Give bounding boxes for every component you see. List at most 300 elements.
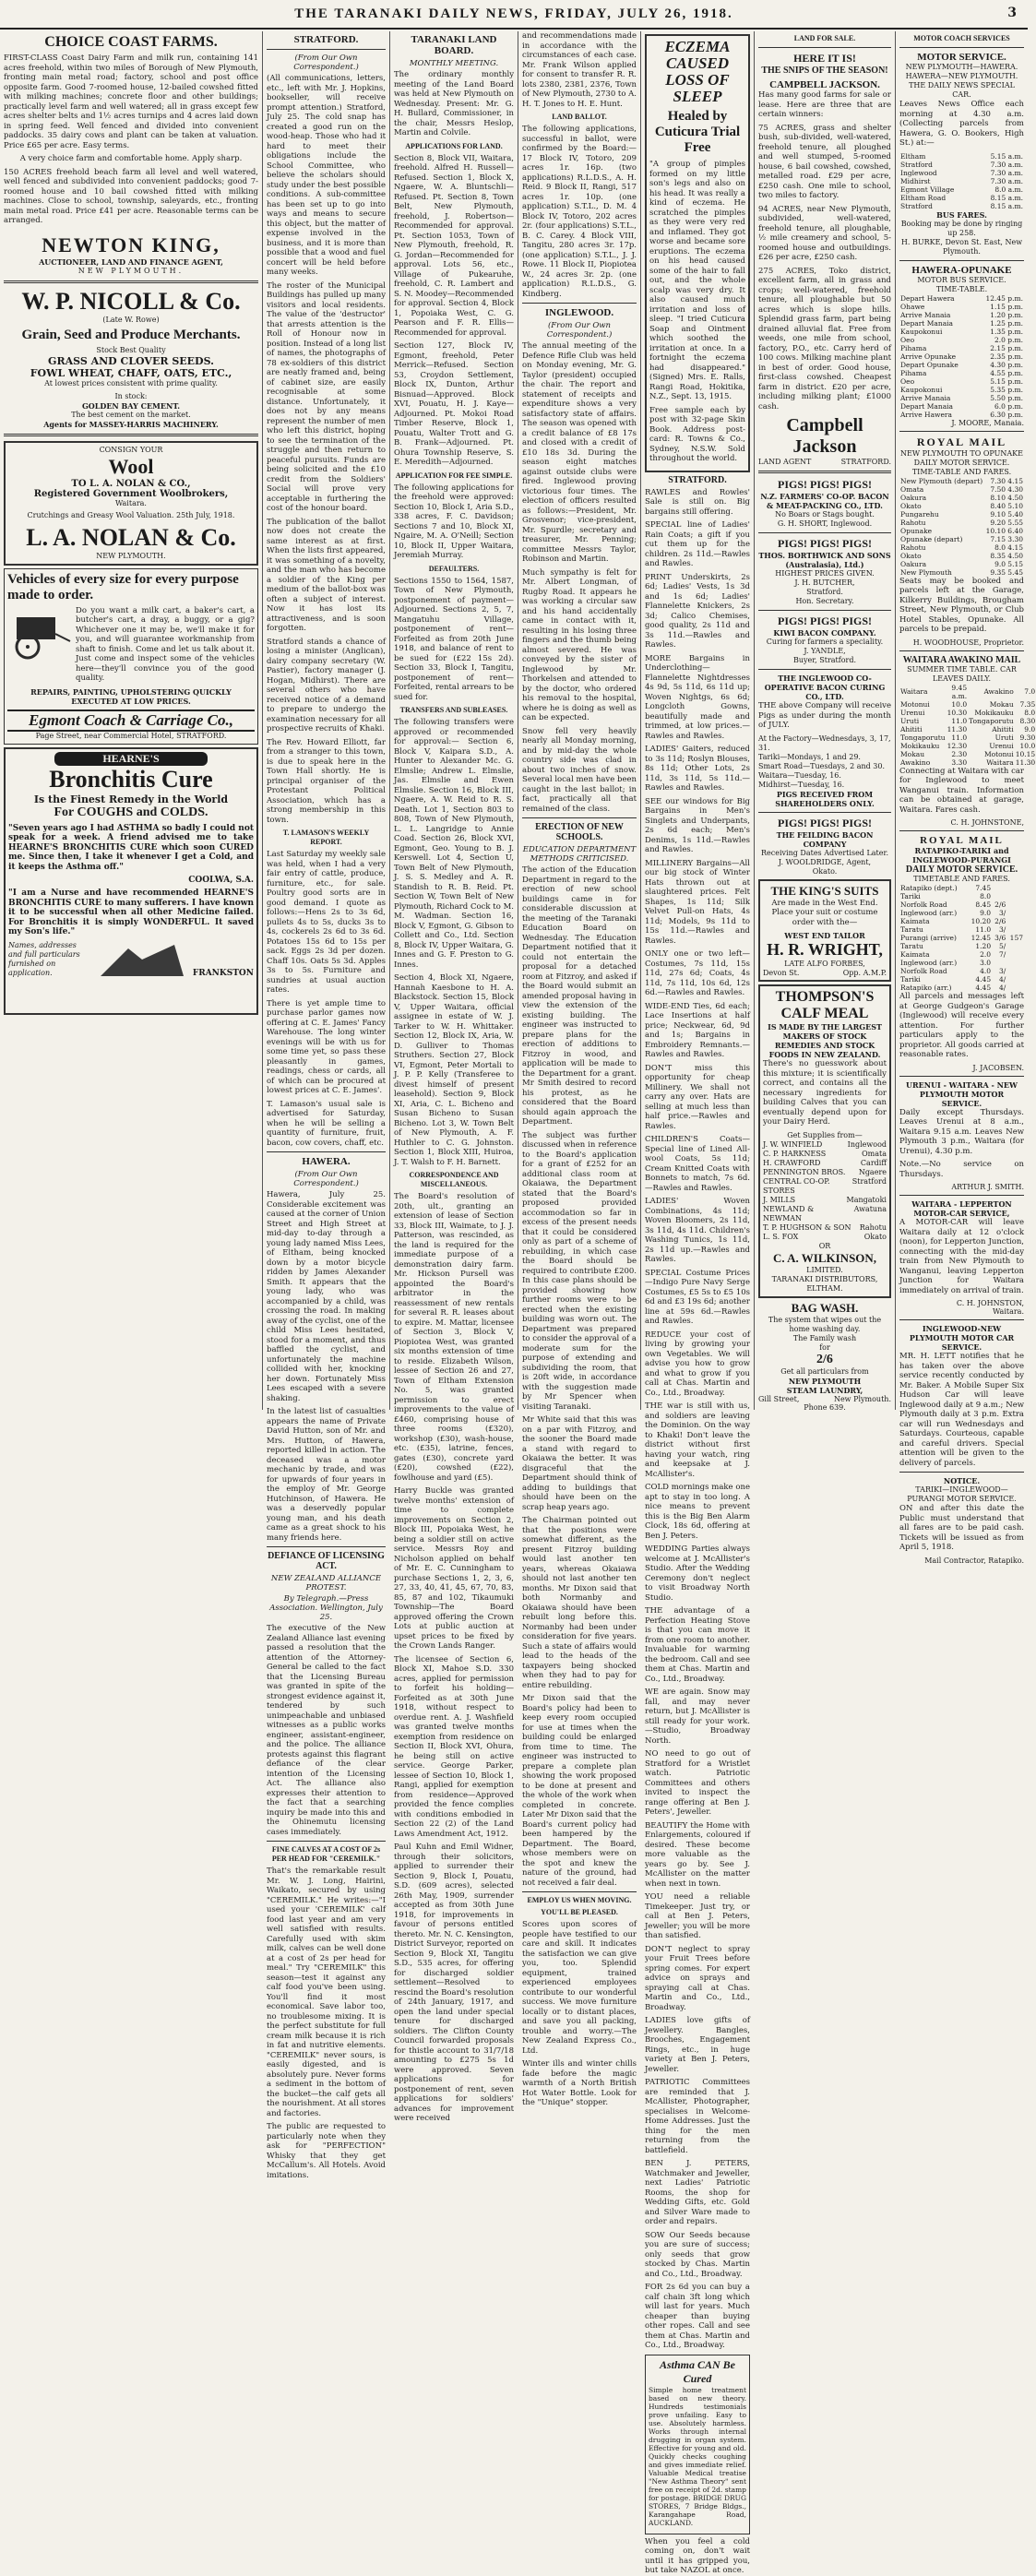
lamason-heading: T. LAMASON'S WEEKLY REPORT.: [282, 829, 370, 846]
timetable-cell: Stratford: [900, 201, 933, 210]
timetable-cell: 12.45 p.m.: [985, 293, 1023, 303]
opunake-row: [899, 386, 1024, 394]
ms-row: [899, 152, 1024, 161]
land-board-p1: The ordinary monthly meeting of the Land Board was held at New Plymouth on Wednesday. Present: Mr. G. H. Bullard, Commissioner, in the chair, Messrs Heslop, Martin and Colvile.: [394, 70, 514, 137]
yandle-buyer: Buyer, Stratford.: [792, 656, 857, 664]
ms-row: [899, 194, 1024, 202]
supplier-list: [763, 1140, 887, 1242]
timetable-cell: Eltham Road: [900, 193, 947, 202]
timetable-cell: 3/: [998, 967, 1006, 975]
ms-heading: MOTOR SERVICE.: [917, 52, 1006, 63]
nicoll-item-4: At lowest prices consistent with prime quality.: [44, 378, 218, 388]
timetable-cell: 1.25 p.m.: [990, 318, 1023, 328]
timetable-cell: Rahotu: [900, 543, 926, 552]
land-agent-town: STRATFORD.: [840, 458, 891, 466]
supplier-name: H. CRAWFORD: [763, 1158, 821, 1167]
wooldridge-town: Okato.: [812, 866, 838, 876]
opunake-tt: TIME-TABLE.: [935, 284, 988, 293]
nolan-consign: CONSIGN YOUR: [99, 445, 163, 454]
timetable-cell: Inglewood (arr.): [900, 959, 958, 967]
timetable-cell: Tariki: [900, 975, 921, 984]
inglewood-p2: Much sympathy is felt for Mr. Albert Longman, of Rugby Road. It appears he was working a circular saw and his hand accidentally came in contact with it, resulting in his losing three fingers and the thumb being almost severed. He was conveyed by the sister of Inglewood by Mr. Thorkelsen and attended to by the doctor, who ordered his removal to the hospital, where he is doing as well as can be expected.: [522, 567, 637, 722]
supplier-name: L. S. FOX: [763, 1232, 799, 1241]
timetable-cell: Motonui: [983, 749, 1014, 758]
opunake-row: [899, 361, 1024, 369]
ms-route: NEW PLYMOUTH—HAWERA. HAWERA—NEW PLYMOUTH.: [905, 63, 1018, 80]
timetable-cell: 3/6: [994, 934, 1006, 942]
land-board-p10: The licensee of Section 6, Block XI, Mahoe S.D. 330 acres, applied for permission to forfeit his holding—Forfeited as at 30th June 1918, without respect to overdue rent. A. J. Washfield was granted twelve months exemption from residence on Section II, Block XVI, Ohura, he being still on active service. George Parker, lessee of Section 10, Block 1, Rangi, applied for exemption from residence—Approved provided the fence complies with conditions embodied in Section 22 (2) of the Land Laws Amendment Act, 1912.: [394, 1654, 514, 1839]
supplier-entry: [763, 1140, 887, 1150]
supplier-town: Omata: [862, 1149, 887, 1158]
stratford-ad-item: THE advantage of a Perfection Heating Stove is that you can move it from one room to another. Invaluable for warming the bedroom. Call and see them at Chas. Martin and Co., Ltd., Broadway.: [645, 1606, 750, 1684]
telegraph-sub: By Telegraph.—Press Association. Wellington, July 25.: [269, 1594, 383, 1622]
supplier-town: Cardiff: [860, 1158, 887, 1167]
west-end-tailor: WEST END TAILOR: [784, 931, 865, 940]
timetable-cell: [1006, 959, 1024, 967]
snips-heading: THE SNIPS OF THE SEASON!: [761, 66, 888, 76]
inglewood-coop: THE INGLEWOOD CO-OPERATIVE BACON CURING CO., LTD.: [764, 674, 886, 701]
royal-row: [899, 568, 1024, 577]
inglewood-np-text: MR. H. LETT notifies that he has taken over the above service recently conducted by Mr. Baker. A Mobile Super Six Hudson Car will leave Inglewood daily at 9 a.m.; New Plymouth daily at 3 p.m. Extra car will run Wednesdays and Saturdays. Courteous, capable and careful drivers. Special attention will be given to the delivery of parcels.: [899, 1352, 1024, 1468]
timetable-cell: [1006, 984, 1024, 992]
stratford-ad-item: PRINT Underskirts, 2s 6d; Ladies' Vests, 1s 3d and 1s 6d; Ladies' Flannelette Knickers, 2s 3d; Calico Chemises, good quality, 2s 11d and 3s 11d.—Rawles and Rawles.: [645, 572, 750, 650]
pigs-banner-4: PIGS! PIGS! PIGS!: [777, 816, 872, 829]
royal-row: [899, 527, 1024, 535]
royal-note: Seats may be booked and parcels left at the Garage, Kilkerry Buildings, Brougham Street, New Plymouth, or Club Hotel Stables, Opunake. All parcels to be prepaid.: [899, 576, 1024, 634]
timetable-cell: 5.15 a.m.: [990, 151, 1023, 161]
daily-row: [899, 984, 1024, 992]
hon-secretary: Hon. Secretary.: [795, 597, 854, 605]
timetable-cell: Ratapiko (arr.): [900, 984, 952, 992]
timetable-cell: Uruti: [994, 733, 1014, 742]
timetable-cell: 7.35: [1019, 699, 1036, 709]
coop-text: THE above Company will receive Pigs as under during the month of JULY.: [758, 701, 891, 730]
daily-row: [899, 942, 1024, 950]
timetable-cell: Egmont Village: [900, 185, 955, 194]
nicoll-item-3: FOWL WHEAT, CHAFF, OATS, ETC.,: [30, 366, 232, 379]
ms-special: THE DAILY NEWS SPECIAL CAR.: [909, 81, 1015, 99]
waitara-row: [899, 709, 1036, 717]
timetable-cell: 5.50 p.m.: [990, 393, 1023, 402]
whisky-notice: The public are requested to particularly note when they ask for "PERFECTION" Whisky that they get McCallum's. All Hotels. Avoid imitations.: [267, 2122, 386, 2180]
timetable-cell: 5.40: [1007, 509, 1023, 519]
royal-row: [899, 510, 1024, 519]
timetable-cell: 4.55 p.m.: [990, 368, 1023, 377]
correspondence-heading: CORRESPONDENCE AND MISCELLANEOUS.: [409, 1171, 499, 1188]
waitara-timetable: [899, 684, 1036, 767]
supplier-town: Awatuna: [853, 1204, 887, 1213]
opunake-row: [899, 402, 1024, 411]
timetable-cell: 1.20: [975, 942, 992, 950]
timetable-cell: [1006, 909, 1024, 917]
land-board-cont: and recommendations made in accordance with the circumstances of each case. Mr. Frank Wilson applied for consent to transfer R. R. lots 2380, 2381, 2376, Town of New Plymouth, 2730 to A. H. T. Jones to H. E. Hunt.: [522, 31, 637, 109]
hearne-banner: HEARNE'S: [54, 752, 208, 766]
timetable-cell: 9.35: [990, 567, 1006, 577]
timetable-cell: 7.30 a.m.: [990, 160, 1023, 169]
bus-by: H. BURKE, Devon St. East, New Plymouth.: [900, 237, 1023, 256]
hawera-p1: Hawera, July 25. Considerable excitement was caused at the corner of Union Street and High Street at mid-day to-day through a young lady named Miss Lees, of Eltham, being knocked down by a motor bicycle ridden by James Alexander Smith. It appears that the young lady, who was accompanied by a child, was crossing the road. In making away of the cyclist, one of the child Miss Lees hesitated, stood for a moment, and thus baffled the cyclist, and unfortunately the machine collided with her, knocking her down. Fortunately Miss Lees escaped with a severe shaking.: [267, 1190, 386, 1403]
stratford-ad-item: SPECIAL Costume Prices—Indigo Pure Navy Serge Costumes, £5 5s to £5 10s 6d and £3 19s 6d; another line at 59s 6d.—Rawles and Rawles.: [645, 1268, 750, 1326]
daily-row: [899, 950, 1024, 959]
alliance-sub: NEW ZEALAND ALLIANCE PROTEST.: [270, 1574, 382, 1592]
schools-sub: EDUCATION DEPARTMENT METHODS CRITICISED.: [522, 845, 637, 864]
timetable-cell: Mokikauku: [900, 741, 940, 750]
supplier-entry: [763, 1223, 887, 1233]
timetable-cell: 4.0: [980, 967, 992, 975]
borthwick: THOS. BORTHWICK AND SONS (Australasia), Ltd.): [758, 551, 891, 569]
kiwi-curing: Curing for farmers a speciality.: [766, 638, 884, 646]
stratford-ad-item: MILLINERY Bargains—All our big stock of Winter Hats thrown out at slaughtered prices. Felt Shapes, 1s 11d; Silk Velvet Pull-on Hats, 4s 11d; Models, 9s 11d to 15s 11d.—Rawles and Rawles.: [645, 858, 750, 946]
timetable-cell: [1006, 950, 1024, 959]
coop-schedule-1: At the Factory—Wednesdays, 3, 17, 31.: [758, 733, 891, 752]
timetable-cell: 10.30: [947, 708, 968, 717]
ceremilk-p: That's the remarkable result Mr. W. J. Long, Hairini, Waikato, secured by using "CEREMILK." He writes:—"I used your 'CEREMILK' calf food last year and am very well satisfied with results. Carefully used with skim milk, calves can be well done at a cost of 2s per head for meal." Try "CEREMILK" this season—test it against any calf food you've been using. You'll find it most economical. Save labor too, no troublesome mixing. It is the perfect substitute for full cream milk because it is rich in fat and nutritive elements. "CEREMILK" never sours, is easily digested, and is absolutely pure. Never forms a sediment in the bottom of the bucket—the calf gets all the nourishment. At all stores and factories.: [267, 1866, 386, 2118]
timetable-cell: [992, 892, 1006, 900]
lepperton-by: C. H. JOHNSTON,: [956, 1299, 1024, 1307]
hearne-for: For COUGHS and COLDS.: [54, 805, 208, 819]
stratford-ad-item: DON'T neglect to spray your Fruit Trees before spring comes. For expert advice on sprays and spraying call at Chas. Martin and Co., Ltd., Broadway.: [645, 1944, 750, 2012]
hawera-heading: HAWERA.: [302, 1156, 351, 1167]
timetable-cell: Arrive Opunake: [900, 352, 957, 361]
hearne-cure-ad: [4, 747, 258, 1015]
fee-simple-heading: APPLICATION FOR FEE SIMPLE.: [395, 471, 513, 480]
nicoll-line: Grain, Seed and Produce Merchants.: [21, 327, 241, 342]
stratford-ad-item: WIDE-END Ties, 6d each; Lace Insertions at half price; Neckwear, 6d, 9d and 1s; Bargains in Embroidery Remnants.—Rawles and Rawles.: [645, 1001, 750, 1059]
stratford-ad-item: RAWLES and Rowles' Sale is still on. Big bargains still offering.: [645, 487, 750, 517]
timetable-cell: Norfolk Road: [900, 900, 947, 909]
timetable-cell: 6.0 p.m.: [994, 401, 1023, 411]
timetable-cell: 10.15: [1015, 749, 1036, 758]
cuticura-healed: Healed by Cuticura Trial Free: [654, 109, 741, 155]
stratford-ad-item: ONLY one or two left—Costumes, 7s 11d, 15s 11d, 27s 6d; Coats, 4s 11d, 7s 11d, 10s 6d, 12s 6d.—Rawles and Rawles.: [645, 949, 750, 997]
boars-note: No Boars or Stags bought.: [775, 510, 875, 519]
timetable-cell: 2.35 p.m.: [990, 352, 1023, 361]
stratford-ad-item: THE war is still with us, and soldiers are leaving the Dominion. On the way to Khaki! Don't leave the district without first having your watch, ring and keepsake at J. McAllister's.: [645, 1401, 750, 1479]
stratford-heading: STRATFORD.: [293, 34, 359, 45]
opunake-row: [899, 377, 1024, 386]
daily-row: [899, 934, 1024, 942]
timetable-cell: Mokikauku: [974, 708, 1014, 717]
timetable-cell: Awakino: [900, 757, 931, 767]
waitara-row: [899, 684, 1036, 700]
stratford-ad-item: MORE Bargains in Underclothing—Flannelette Nightdresses 4s 9d, 5s 11d, 6s 11d up; Woven Nightgs, 6s 6d; Longcloth Gowns, beautifully made and trimmed, at low prices.—Rawles and Rawles.: [645, 653, 750, 741]
short-inglewood: G. H. SHORT, Inglewood.: [777, 519, 873, 528]
opunake-row: [899, 294, 1024, 303]
timetable-cell: Urenui: [989, 741, 1014, 750]
wright-opp: Opp. A.M.P.: [842, 969, 887, 977]
timetable-cell: 4.50: [1007, 551, 1023, 560]
timetable-cell: Ratapiko (dept.): [900, 884, 958, 892]
coast-farms-text-2: 150 ACRES freehold beach farm all level and well watered, well fenced and subdivided into convenient paddocks; good 7-roomed house and 10 bail cowshed fitted with milking machines. Close to school, township, saleyards, etc., fronting main metal road. Price £41 per acre. Reasonable terms can be arranged.: [4, 167, 258, 225]
royal-by: H. WOODHOUSE, Proprietor.: [912, 638, 1024, 647]
feilding-text: Receiving Dates Advertised Later.: [761, 848, 888, 857]
daily-row: [899, 917, 1024, 925]
waitara-heading: WAITARA AWAKINO MAIL: [902, 654, 1021, 665]
royal-row: [899, 543, 1024, 552]
nz-farmers: N.Z. FARMERS' CO-OP. BACON & MEAT-PACKING CO., LTD.: [760, 492, 889, 510]
opunake-row: [899, 303, 1024, 311]
timetable-cell: 11.0: [951, 733, 968, 742]
laundry-name: STEAM LAUNDRY,: [786, 1385, 863, 1395]
royal-row: [899, 494, 1024, 502]
inglewood-heading: INGLEWOOD.: [544, 307, 614, 318]
calf-supplies: Get Supplies from—: [787, 1130, 863, 1139]
stratford-ad-item: FOR 2s 6d you can buy a calf chain 3ft long which will last for years. Much cheaper than buying other ropes. Call and see them at Chas. Martin and Co., Ltd., Broadway.: [645, 2283, 750, 2350]
stratford-ad-item: YOU need a reliable Timekeeper. Just try, or call at Ben J. Peters, Jeweller; you will be more than satisfied.: [645, 1892, 750, 1940]
nolan-wool-ad: [4, 441, 258, 566]
lepperton-text: A MOTOR-CAR will leave Waitara daily at 12 o'clock (noon), for Lepperton Junction, connecting with the mid-day train from New Plymouth to Wanganui, leaving Lepperton Junction for Waitara immediately on arrival of train.: [899, 1218, 1024, 1295]
royal-row: [899, 560, 1024, 568]
timetable-cell: Rahotu: [900, 518, 926, 527]
column-farms-pigs: [755, 31, 895, 1410]
royal-row: [899, 552, 1024, 560]
timetable-cell: 5.10: [1007, 501, 1023, 510]
timetable-cell: 7.45: [975, 884, 992, 892]
timetable-cell: 7.30: [990, 476, 1006, 485]
timetable-cell: Tariki: [900, 892, 921, 900]
timetable-cell: 3.30: [1007, 534, 1023, 543]
supplier-entry: [763, 1177, 887, 1196]
waitara-row: [899, 700, 1036, 709]
applications-heading: APPLICATIONS FOR LAND.: [405, 141, 503, 150]
ratapiko-route: RATAPIKO-TARIKI and INGLEWOOD-PURANGI: [912, 846, 1011, 865]
opunake-sub: MOTOR BUS SERVICE.: [917, 275, 1006, 284]
timetable-cell: 3.0: [980, 959, 992, 967]
employ-heading: EMPLOY US WHEN MOVING.: [527, 1896, 632, 1904]
hearne-quote-2-town: FRANKSTON: [192, 968, 254, 978]
timetable-cell: Urenui: [900, 708, 925, 717]
royal-row: [899, 485, 1024, 494]
stratford-ad-item: NO need to go out of Stratford for a Wristlet watch. Patriotic Committees and others invited to inspect the range offering at Ben J. Peters', Jeweller.: [645, 1749, 750, 1817]
eczema-heading-1: ECZEMA CAUSED: [664, 38, 731, 72]
hawera-p2: In the latest list of casualties appears the name of Private David Hutton, son of Mr. and Mrs. Hutton, of Hawera, reported killed in action. The deceased was a motor mechanic by trade, and was for upwards of four years in the employ of Mr. George Hutchinson, of Hawera. He was a deservedly popular young man, and his death came as a great shock to his many friends here.: [267, 1407, 386, 1543]
timetable-cell: Uruti: [900, 716, 920, 725]
laundry-np: NEW PLYMOUTH: [788, 1376, 862, 1386]
opunake-row: [899, 336, 1024, 344]
timetable-cell: Arrive Hawera: [900, 410, 952, 419]
timetable-cell: 10.0: [1019, 741, 1036, 750]
column-cuticura-stratford: [641, 31, 754, 2575]
hot-water-p: Winter ills and winter chills fade before the magic warmth of a North British Hot Water Bottle. Look for the "Unique" stopper.: [522, 2059, 637, 2107]
calf-or: OR: [818, 1241, 831, 1250]
timetable-cell: Inglewood (arr.): [900, 909, 958, 917]
notice-text: ON and after this date the Public must understand that all fares are to be paid cash. Tickets will be issued as from April 5, 1918.: [899, 1504, 1024, 1552]
vehicles-heading: Vehicles of every size for every purpose made to order.: [7, 571, 239, 602]
inglewood-p1: The annual meeting of the Defence Rifle Club was held on Monday evening, Mr. G. Taylor (president) occupied the chair. The report and statement of receipts and expenditure shows a very satisfactory state of affairs. The season was opened with a credit balance of £8 17s and closed with a credit of £10 18s 3d. During the season eight matches against outside clubs were fired. Inglewood proving victorious four times. The election of officers resulted as follows:—President, Mr. Grosvenor; vice-president, Mr. Spurdle; secretary and treasurer, Mr. Penning; committee Messrs Taylor, Robinson and Martin.: [522, 341, 637, 564]
ms-row: [899, 169, 1024, 177]
urenui-heading: URENUI - WAITARA - NEW PLYMOUTH MOTOR SERVICE.: [906, 1079, 1018, 1108]
timetable-cell: 7.30 a.m.: [990, 168, 1023, 177]
transfers-heading: TRANSFERS AND SUBLEASES.: [399, 706, 508, 714]
royal-mail-heading: ROYAL MAIL: [916, 435, 1007, 448]
timetable-cell: 12.45: [971, 934, 992, 942]
daily-tt: TIMETABLE AND FARES.: [913, 875, 1010, 883]
timetable-cell: 8.0: [1024, 708, 1036, 717]
timetable-cell: 6.40: [1007, 526, 1023, 535]
timetable-cell: 8.0: [994, 543, 1006, 552]
stratford-ad-item: BEN J. PETERS, Watchmaker and Jeweller, next Ladies' Patriotic Rooms, the shop for Wedding Gifts, etc. Gold and Silver Ware made to order and repairs.: [645, 2159, 750, 2226]
laundry-phone: Phone 639.: [804, 1402, 846, 1412]
daily-row: [899, 884, 1024, 892]
daily-row: [899, 967, 1024, 975]
schools-heading: ERECTION OF NEW SCHOOLS.: [535, 822, 624, 842]
wilkinson-limited: LIMITED.: [806, 1265, 843, 1274]
calf-meal: CALF MEAL: [780, 1006, 869, 1021]
timetable-cell: Depart Manaia: [900, 401, 954, 411]
nicoll-item-1: Stock Best Quality: [96, 345, 166, 354]
stratford-ad-item: COLD mornings make one apt to stay in too long. A nice means to prevent this is the Big Ben Alarm Clock, 18s 6d, offering at Ben J. Peters.: [645, 1483, 750, 1541]
royal-route: NEW PLYMOUTH TO OPUNAKE DAILY MOTOR SERVICE.: [900, 448, 1023, 467]
schools-p3: Mr White said that this was on a par with Fitzroy, and the sooner the Board made a stand with regard to Okaiawa the better. It was disgraceful that the Department should think of adding to buildings that should have been on the scrap heap years ago.: [522, 1415, 637, 1512]
land-sale-heading: LAND FOR SALE.: [793, 34, 856, 42]
newton-king-town: NEW PLYMOUTH.: [77, 266, 185, 275]
cuticura-ad: [645, 34, 750, 472]
timetable-cell: 2.0 p.m.: [994, 335, 1023, 344]
timetable-cell: 5.15 p.m.: [990, 376, 1023, 386]
campbell-name: CAMPBELL JACKSON.: [769, 79, 880, 90]
calf-meal-ad: [758, 984, 891, 1298]
supplier-town: Rahotu: [859, 1222, 887, 1232]
ceremilk-heading: FINE CALVES AT A COST OF 2s PER HEAD FOR "CEREMILK.": [271, 1845, 381, 1863]
timetable-cell: 5.45: [1007, 567, 1023, 577]
opunake-row: [899, 369, 1024, 377]
kings-suits-ad: [758, 879, 891, 983]
timetable-cell: 9.45 a.m.: [951, 683, 968, 700]
stratford-p1: (All communications, letters, etc., left with Mr. J. Hopkins, bookseller, will receive prompt attention.) Stratford, July 25. The cold snap has created a good run on the wood-heap. Those who had it hard to meet their obligations include the School Committee, who believe the scholars should study under the best possible conditions. A sub-committee has been set up to go into ways and means to secure this object, but the matter of expense involved in the business, and it is more than possible that a wood and fuel concert will be held before many weeks.: [267, 74, 386, 277]
supplier-entry: [763, 1196, 887, 1205]
kiwi-bacon: KIWI BACON COMPANY.: [773, 628, 876, 638]
timetable-cell: Okato: [900, 551, 922, 560]
timetable-cell: [1006, 917, 1024, 925]
stratford-ad-item: LADIES love gifts of Jewellery. Bangles, Brooches, Engagement Rings, etc., in huge variety at Ben J. Peters, Jeweller.: [645, 2016, 750, 2074]
timetable-cell: 5/: [998, 942, 1006, 950]
timetable-cell: 10.10: [985, 526, 1006, 535]
defiance-heading: DEFIANCE OF LICENSING ACT.: [268, 1551, 385, 1571]
supplier-town: Mangatoki: [846, 1195, 887, 1204]
land-board-p4: The following applications for the freehold were approved: Section 10, Block I, Aria S.D., 338 acres, F. C. Davidson; Sections 7 and 10, Block XI, Ngaire, M. A. O'Neill; Section 10, Block II, Upper Waitara, Jeremiah Murray.: [394, 483, 514, 560]
nolan-wool: Wool: [108, 454, 154, 478]
pigs-banner-3: PIGS! PIGS! PIGS!: [777, 614, 872, 627]
supplier-entry: [763, 1205, 887, 1223]
supplier-entry: [763, 1159, 887, 1168]
timetable-cell: Oeo: [900, 335, 915, 344]
farm-275-acres: 275 ACRES, Toko district, excellent farm, all in grass and crops; well-watered, freehold tenure, all ploughable but 50 acres which is slope hills. Splendid grass farm, part being drained alluvial flat. Free from weeds, one mile from school, factory, P.O., etc. Carry herd of 100 cows. Milking machine plant in best of order. Good house, first-class cowshed. Cheapest farm in district. £20 per acre, including milking plant; £1000 cash.: [758, 266, 891, 411]
land-board-sub: MONTHLY MEETING.: [409, 59, 499, 68]
nolan-name: L. A. NOLAN & Co.: [26, 523, 236, 551]
cuticura-free: Free sample each by post with 32-page Skin Book. Address post-card: R. Towns & Co., Sydney, N.S.W. Sold throughout the world.: [649, 405, 745, 463]
stratford-ad-item: BEAUTIFY the Home with Enlargements, coloured if desired. These become more valuable as the years go by. See J. McAllister on the matter when next in town.: [645, 1820, 750, 1889]
timetable-cell: [1006, 967, 1024, 975]
lamason-p: Last Saturday my weekly sale was held, when I had a very fair entry of cattle, produce, furniture, etc., for sale. Poultry good sorts are in good demand. I quote as follows:—Hens 2s to 3s 6d, pullets 4s to 5s, ducks 3s to 4s, cockerels 2s 6d to 3s 6d. Potatoes 15s 6d to 15s per sack. Eggs 2s 3d per dozen. Chaff 10s. Oats 5s 3d. Apples 3s to 5s. Furniture and sundries at usual auction rates.: [267, 850, 386, 995]
timetable-cell: 7.0: [1024, 687, 1036, 696]
timetable-cell: 2/6: [994, 900, 1006, 909]
wright-street: Devon St.: [763, 969, 800, 977]
timetable-cell: Taratu: [900, 925, 923, 934]
column-land-board: [390, 31, 518, 2123]
lepperton-heading: WAITARA - LEPPERTON MOTOR-CAR SERVICE,: [911, 1199, 1012, 1218]
lepperton-town: Waitara.: [993, 1307, 1024, 1316]
masthead-title: THE TARANAKI DAILY NEWS, FRIDAY, JULY 26, 1918.: [294, 6, 733, 21]
pigs-banner-2: PIGS! PIGS! PIGS!: [777, 537, 872, 550]
supplier-town: Ngaere: [858, 1167, 887, 1176]
timetable-cell: 7/: [998, 950, 1006, 959]
royal-row: [899, 519, 1024, 527]
timetable-cell: Stratford: [900, 160, 933, 169]
stratford-p2: The roster of the Municipal Buildings has pulled up many visitors and local residents. The value of the 'destructor' that arrests attention is the Roll of Honour now in position. Instead of a long list of names, the photographs of 78 ex-soldiers of this district are neatly framed and, being of cabinet size, are easily recognisable at some distance. Unfortunately, it does not by any means represent the number of men who left this district, hoping to see the termination of the struggle and then return to peaceful pursuits. Funds are being solicited and the £10 credit from the Soldiers' Social will prove very acceptable in furthering the cost of the honour board.: [267, 280, 386, 513]
column-stratford-hawera: [263, 31, 389, 2180]
daily-motor-heading: DAILY MOTOR SERVICE.: [905, 865, 1018, 875]
timetable-cell: Kaimata: [900, 950, 930, 959]
cuticura-text: "A group of pimples formed on my little son's legs and also on his head. It was really a kind of eczema. He scratched the pimples as they were very red and inflamed. They got worse and became sore eruptions. The eczema on his head caused some of the hair to fall out, and the whole scalp was very dry. It also caused much irritation and loss of sleep. "I tried Cuticura Soap and Ointment which soothed the irritation at once. In a fortnight the eczema had disappeared." (Signed) Mrs. E. Ralls, Rangi Road, Hokitika, N.Z., Sept. 13, 1915.: [649, 160, 745, 401]
timetable-cell: 8.0 a.m.: [994, 185, 1023, 194]
notice-heading: NOTICE.: [943, 1476, 981, 1485]
coop-schedule-2: Tariki—Mondays, 1 and 29.: [758, 752, 861, 761]
timetable-cell: Oakura: [900, 559, 927, 568]
butcher-town: Stratford.: [806, 588, 843, 596]
cart-illustration: [7, 606, 72, 662]
daily-row: [899, 900, 1024, 909]
column-ads-left: [0, 31, 262, 1410]
timetable-cell: Depart Hawera: [900, 293, 955, 303]
family-for: for: [819, 1342, 830, 1352]
timetable-cell: Arrive Manaia: [900, 310, 951, 319]
wooldridge-agent: J. WOOLDRIDGE, Agent,: [778, 857, 872, 866]
timetable-cell: 5.35 p.m.: [990, 385, 1023, 394]
stratford-ads-heading: STRATFORD.: [668, 474, 727, 485]
timetable-cell: Opunake: [900, 526, 933, 535]
nicoll-cement: GOLDEN BAY CEMENT.: [81, 400, 181, 411]
land-board-p11: Paul Kuhn and Emil Widner, through their solicitors, applied to surrender their Section 9, Block I, Pouatu, S.D. (609 acres), selected 26th May, 1909, surrender accepted as from 30th June 1918, for improvements in favour of persons entitled thereto. Mr. N. C. Kensington, District Surveyor, reported on Section 9, Block XI, Tangitu S.D., 535 acres, for offering for discharged soldier settlement—Resolved to rescind the Board's resolution of 24th January, 1917, and open the land under special tenure for discharged soldiers. The Clifton County Council forwarded proposals for thistle account to 31/7/18 amounting to £275 5s 1d were approved. Seven applications for postponement of rent, seven applications for soldiers' advances for improvement were received: [394, 1843, 515, 2123]
stratford-ad-item: LADIES' Woven Combinations, 4s 11d; Woven Bloomers, 2s 11d, 3s 11d, 4s 11d. Children's Washing Tunics, 1s 11d, 2s 11d up.—Rawles and Rawles.: [645, 1197, 750, 1264]
column-motor-services: [896, 31, 1036, 1565]
feilding-bacon: THE FEILDING BACON COMPANY: [776, 829, 874, 849]
stratford-ad-item: REDUCE your cost of living by growing your own Vegetables. We will advise you how to grow and what to grow if you call at Chas. Martin and Co., Ltd., Broadway.: [645, 1330, 750, 1398]
daily-row: [899, 975, 1024, 984]
timetable-cell: 9.0: [980, 909, 992, 917]
egmont-coach-name: Egmont Coach & Carriage Co.,: [7, 710, 255, 732]
land-agent: LAND AGENT: [758, 458, 812, 466]
timetable-cell: 4.15: [1007, 476, 1023, 485]
alliance-p: The executive of the New Zealand Alliance last evening passed a resolution that the attention of the Attorney-General be called to the fact that the Licensing Bureau was granted in spite of the strongest evidence against it, tendered by such unimpeachable and unbiased witnesses as a public works engineer, assistant-engineer, and the police. The alliance protests against this flagrant defiance of the clear intention of the Licensing Act. The alliance also expresses their attention to the fact that a searching inquiry be made into this and the Ohinemutu licensing cases immediately.: [267, 1624, 386, 1837]
opunake-heading: HAWERA-OPUNAKE: [911, 264, 1012, 276]
opunake-row: [899, 352, 1024, 361]
bus-fares: BUS FARES.: [936, 209, 987, 220]
bus-note: Booking may be done by ringing up 258.: [900, 219, 1023, 237]
waitara-row: [899, 758, 1036, 767]
supplier-name: J. W. WINFIELD: [763, 1139, 823, 1149]
timetable-cell: Kaimata: [900, 917, 930, 925]
stratford-ad-item: SOW Our Seeds because you are sure of success; only seeds that grow stocked by Chas. Martin and Co., Ltd., Broadway.: [645, 2230, 750, 2279]
stratford-ad-item: SPECIAL line of Ladies' Rain Coats; a gift if you cut them up for the children. 2s 11d.—Rawles and Rawles.: [645, 520, 750, 568]
timetable-cell: Mokau: [900, 749, 925, 758]
farm-75-acres: 75 ACRES, grass and shelter bush, sub-divided, well-watered, freehold tenure, all ploughed and well stumped, 5-roomed house, 6 bail cowshed, cowshed, metalled road. £29 per acre, £250 cash. One mile to school, two miles to factory.: [758, 123, 891, 200]
calf-text: There's no guesswork about this mixture; it is scientifically correct, and contains all the necessary ingredients for building Calves that you can eventually depend upon for your Dairy Herd.: [763, 1059, 887, 1127]
timetable-cell: Ohawe: [900, 302, 925, 311]
timetable-cell: Waitara: [986, 757, 1014, 767]
laundry-street: Gill Street,: [758, 1394, 800, 1403]
asthma-text: Simple home treatment based on new theory. Hundreds testimonials prove unfailing. Easy to use. Absolutely harmless. Works through internal drugging in organ system. Effective for young and old. Quickly checks coughing and gives immediate relief. Valuable Medical treatise "New Asthma Theory" sent free on receipt of 2d. stamp for postage. BRIDGE DRUG STORES, 7 Bridge Bldgs., Karangahape Road, AUCKLAND.: [649, 2385, 746, 2527]
supplier-name: C. P. HARKNESS: [763, 1149, 827, 1158]
royal-mail-2-heading: ROYAL MAIL: [920, 835, 1004, 846]
timetable-cell: 6.30 p.m.: [990, 410, 1023, 419]
stratford-ad-item: WE are again. Snow may fall, and may never return, but J. McAllister is still ready for your work.—Studio, Broadway North.: [645, 1688, 750, 1746]
masthead: [0, 0, 1028, 30]
coop-schedule-3: Smart Road—Tuesdays, 2 and 30.: [758, 761, 886, 770]
timetable-cell: Mokau: [989, 699, 1014, 709]
wilkinson-name: C. A. WILKINSON,: [772, 1250, 877, 1265]
stratford-p8: T. Lamason's usual sale is advertised for Saturday, when he will be selling a quantity of furniture, fruit, bacon, cow covers, chaff, etc.: [267, 1099, 386, 1148]
campbell-jackson-big: Campbell Jackson: [786, 415, 863, 457]
